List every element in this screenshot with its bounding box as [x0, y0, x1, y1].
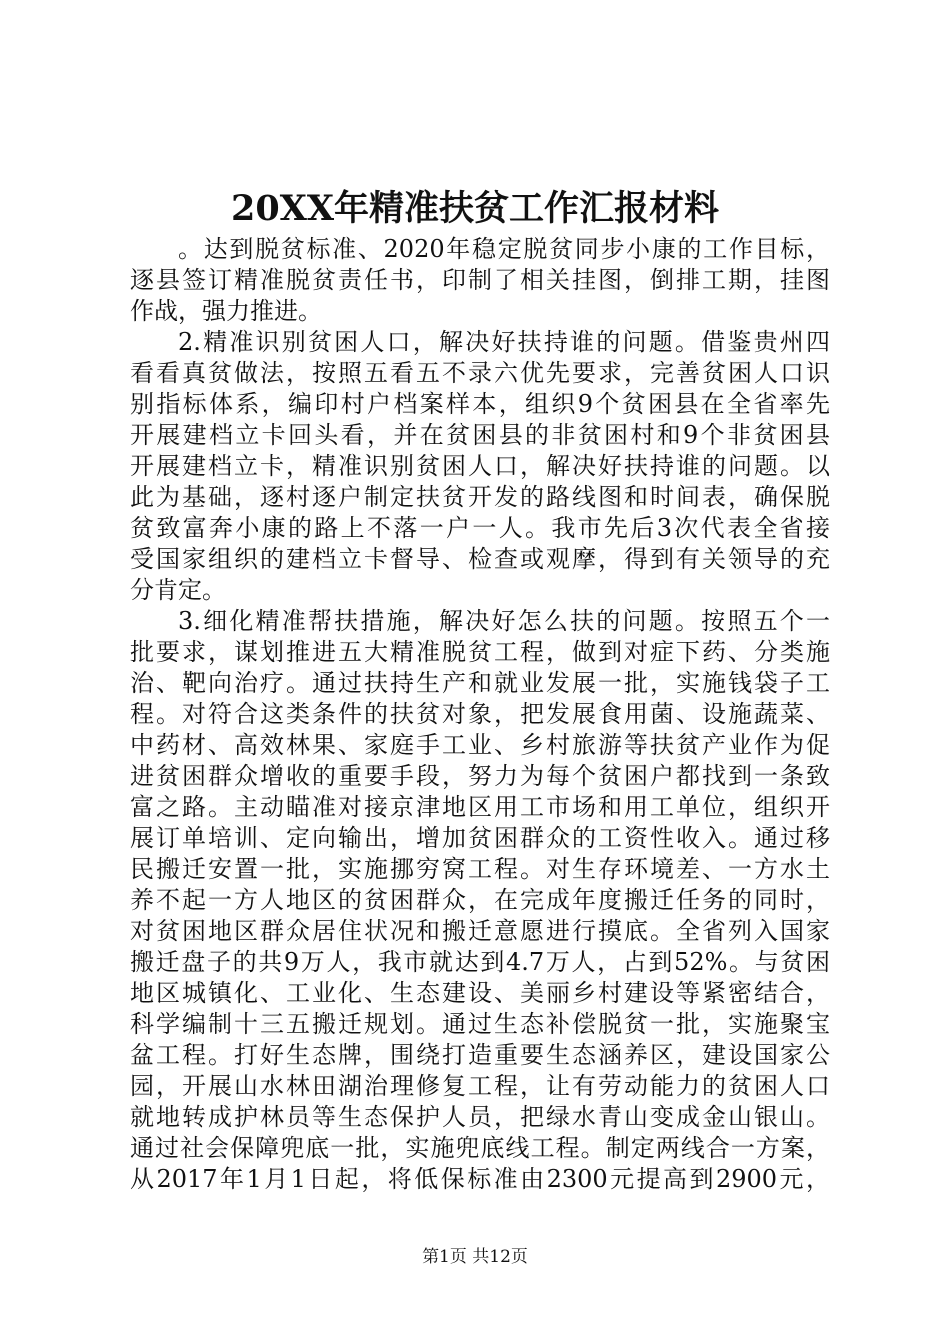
text-line: 分肯定。 [130, 576, 226, 604]
text-line: 地区城镇化、工业化、生态建设、美丽乡村建设等紧密结合， [130, 979, 830, 1007]
text-line: 养不起一方人地区的贫困群众，在完成年度搬迁任务的同时， [130, 886, 830, 914]
text-line: 受国家组织的建档立卡督导、检查或观摩，得到有关领导的充 [130, 545, 830, 573]
text-line: 作战，强力推进。 [130, 297, 322, 325]
text-line: 治、靶向治疗。通过扶持生产和就业发展一批，实施钱袋子工 [130, 669, 830, 697]
text-line: 3.细化精准帮扶措施，解决好怎么扶的问题。按照五个一 [178, 607, 830, 635]
page-number-footer: 第1页 共12页 [422, 1247, 528, 1267]
document-title: 20XX年精准扶贫工作汇报材料 [230, 188, 720, 229]
text-line: 逐县签订精准脱贫责任书，印制了相关挂图，倒排工期，挂图 [130, 266, 830, 294]
document-body [130, 234, 830, 1195]
text-line: 通过社会保障兜底一批，实施兜底线工程。制定两线合一方案， [130, 1134, 830, 1162]
text-line: 贫致富奔小康的路上不落一户一人。我市先后3次代表全省接 [130, 514, 830, 542]
text-line: 开展建档立卡回头看，并在贫困县的非贫困村和9个非贫困县 [130, 421, 830, 449]
text-line: 别指标体系，编印村户档案样本，组织9个贫困县在全省率先 [130, 390, 830, 418]
text-line: 富之路。主动瞄准对接京津地区用工市场和用工单位，组织开 [130, 793, 830, 821]
text-line: 看看真贫做法，按照五看五不录六优先要求，完善贫困人口识 [130, 359, 830, 387]
text-line: 程。对符合这类条件的扶贫对象，把发展食用菌、设施蔬菜、 [130, 700, 830, 728]
text-line: 科学编制十三五搬迁规划。通过生态补偿脱贫一批，实施聚宝 [130, 1010, 830, 1038]
text-line: 此为基础，逐村逐户制定扶贫开发的路线图和时间表，确保脱 [130, 483, 830, 511]
text-line: 园，开展山水林田湖治理修复工程，让有劳动能力的贫困人口 [130, 1072, 830, 1100]
text-line: 就地转成护林员等生态保护人员，把绿水青山变成金山银山。 [130, 1103, 830, 1131]
text-line: 开展建档立卡，精准识别贫困人口，解决好扶持谁的问题。以 [130, 452, 830, 480]
text-line: 展订单培训、定向输出，增加贫困群众的工资性收入。通过移 [130, 824, 830, 852]
text-line: 从2017年1月1日起，将低保标准由2300元提高到2900元， [130, 1165, 830, 1193]
text-line: 搬迁盘子的共9万人，我市就达到4.7万人，占到52%。与贫困 [130, 948, 830, 976]
text-line: 对贫困地区群众居住状况和搬迁意愿进行摸底。全省列入国家 [130, 917, 830, 945]
text-line: 2.精准识别贫困人口，解决好扶持谁的问题。借鉴贵州四 [178, 328, 830, 356]
text-line: 民搬迁安置一批，实施挪穷窝工程。对生存环境差、一方水土 [130, 855, 830, 883]
text-line: 进贫困群众增收的重要手段，努力为每个贫困户都找到一条致 [130, 762, 830, 790]
text-line: 批要求，谋划推进五大精准脱贫工程，做到对症下药、分类施 [130, 638, 830, 666]
text-line: 盆工程。打好生态牌，围绕打造重要生态涵养区，建设国家公 [130, 1041, 830, 1069]
text-line: 。达到脱贫标准、2020年稳定脱贫同步小康的工作目标， [178, 235, 830, 263]
text-line: 中药材、高效林果、家庭手工业、乡村旅游等扶贫产业作为促 [130, 731, 830, 759]
